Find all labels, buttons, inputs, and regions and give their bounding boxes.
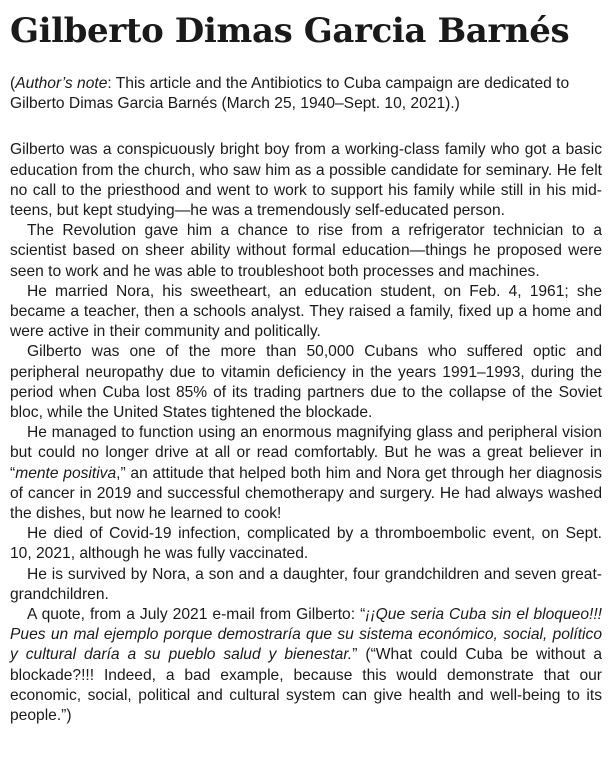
paragraph-text: ” (“What could Cuba be without a blockade?!!! Indeed, a bad example, because this would demonstrate that our economic, social, political and cultural system can give health and well-being to its people.”) — [10, 646, 603, 725]
paragraph-text: ,” an attitude that helped both him and Nora get through her diagnosis of cancer in 2019 and successful chemotherapy and surgery. He had always washed the dishes, but now he learned to cook! — [10, 464, 603, 523]
paragraph-survivors: He is survived by Nora, a son and a daughter, four grandchildren and seven great-grandchildren. — [10, 565, 602, 603]
paragraph-childhood: Gilberto was a conspicuously bright boy from a working-class family who got a basic education from the church, who saw him as a possible candidate for seminary. He felt no call to the priesthood and went to work to support his family while still in his mid-teens, but kept studying—he was a tremendously self-educated person. — [10, 141, 602, 220]
authors-note-line-1 — [10, 74, 602, 94]
authors-note — [10, 74, 602, 114]
paragraph-revolution: The Revolution gave him a chance to rise from a refrigerator technician to a scientist based on sheer ability without formal education—things he proposed were seen to work and he was able to troubleshoot both processes and machines. — [10, 222, 602, 280]
authors-note-line-2: Gilberto Dimas Garcia Barnés (March 25, 1940–Sept. 10, 2021).) — [10, 95, 460, 113]
paragraph-death: He died of Covid-19 infection, complicated by a thromboembolic event, on Sept. 10, 2021, although he was fully vaccinated. — [10, 525, 602, 563]
paragraph-text: He managed to function using an enormous magnifying glass and peripheral vision but could no longer drive at all or read comfortably. But he was a great believer in “ — [10, 424, 602, 482]
authors-note-open: ( — [10, 75, 16, 92]
paragraph-marriage: He married Nora, his sweetheart, an education student, on Feb. 4, 1961; she became a teacher, then a schools analyst. They raised a family, fixed up a home and were active in their community and politically. — [10, 282, 602, 341]
paragraph-neuropathy: Gilberto was one of the more than 50,000 Cubans who suffered optic and peripheral neuropathy due to vitamin deficiency in the years 1991–1993, during the period when Cuba lost 85% of its trading partners due to the collapse of the Soviet bloc, while the United States tightened the blockade. — [10, 343, 602, 422]
spanish-quote: ¡¡Que seria Cuba sin el bloqueo!!! Pues un mal ejemplo porque demostraría que su sistema económico, social, político y cultural daría a su pueblo salud y bienestar. — [10, 606, 602, 664]
authors-note-label: Author’s note — [15, 75, 108, 92]
article-body — [10, 140, 602, 726]
authors-note-text: : This article and the Antibiotics to Cuba campaign are dedicated to — [107, 75, 570, 92]
paragraph-mente-positiva — [10, 423, 602, 524]
article-title: Gilberto Dimas Garcia Barnés — [10, 11, 570, 51]
paragraph-quote — [10, 605, 602, 726]
paragraph-text: A quote, from a July 2021 e-mail from Gilberto: “ — [27, 606, 366, 624]
italic-phrase: mente positiva — [15, 464, 117, 482]
